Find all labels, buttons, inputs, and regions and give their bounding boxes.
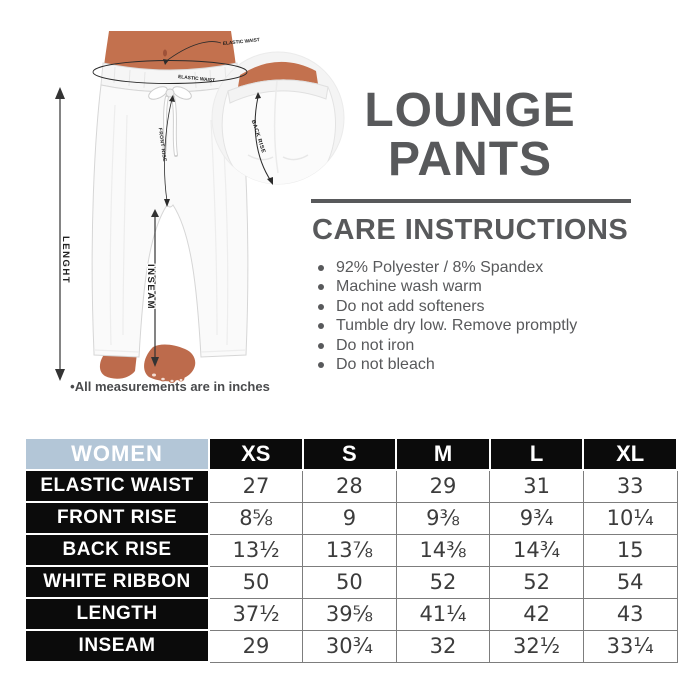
- table-row: [25, 630, 677, 662]
- value-cell: 13½: [209, 534, 303, 566]
- value-cell: 31: [490, 470, 584, 502]
- care-item-text: 92% Polyester / 8% Spandex: [336, 258, 544, 276]
- size-chart-body: [25, 470, 677, 662]
- value-cell: 54: [583, 566, 677, 598]
- value-cell: 33: [583, 470, 677, 502]
- value-cell: 28: [303, 470, 397, 502]
- value-cell: 37½: [209, 598, 303, 630]
- product-title-line1: LOUNGE: [364, 84, 576, 137]
- value-cell: 52: [490, 566, 584, 598]
- women-header-cell: WOMEN: [25, 438, 209, 470]
- size-header-cell: XS: [209, 438, 303, 470]
- value-cell: 10¼: [583, 502, 677, 534]
- size-header-cell: S: [303, 438, 397, 470]
- pants-measurement-diagram: [15, 5, 350, 405]
- row-label-cell: INSEAM: [25, 630, 209, 662]
- size-header-cell: XL: [583, 438, 677, 470]
- value-cell: 14⅜: [396, 534, 490, 566]
- value-cell: 29: [396, 470, 490, 502]
- value-cell: 50: [209, 566, 303, 598]
- size-chart-table: [24, 437, 678, 663]
- value-cell: 50: [303, 566, 397, 598]
- value-cell: 9: [303, 502, 397, 534]
- row-label-cell: BACK RISE: [25, 534, 209, 566]
- row-label-cell: WHITE RIBBON: [25, 566, 209, 598]
- value-cell: 27: [209, 470, 303, 502]
- care-list: [318, 258, 678, 375]
- care-item: [318, 317, 678, 337]
- care-item-text: Machine wash warm: [336, 278, 482, 296]
- row-label-cell: LENGTH: [25, 598, 209, 630]
- elastic-waist-band-label: ELASTIC WAIST: [177, 75, 216, 84]
- value-cell: 32: [396, 630, 490, 662]
- bullet-icon: [318, 343, 324, 349]
- value-cell: 30¾: [303, 630, 397, 662]
- size-header-cell: L: [490, 438, 584, 470]
- right-foot: [144, 345, 195, 383]
- value-cell: 52: [396, 566, 490, 598]
- care-item: [318, 356, 678, 376]
- size-header-cell: M: [396, 438, 490, 470]
- value-cell: 33¼: [583, 630, 677, 662]
- value-cell: 13⅞: [303, 534, 397, 566]
- value-cell: 15: [583, 534, 677, 566]
- front-rise-label: FRONT RISE: [156, 127, 168, 163]
- row-label-cell: FRONT RISE: [25, 502, 209, 534]
- bullet-icon: [318, 304, 324, 310]
- care-item-text: Do not bleach: [336, 356, 435, 374]
- care-item: [318, 258, 678, 278]
- table-header-row: [25, 438, 677, 470]
- care-instructions-heading: CARE INSTRUCTIONS: [312, 214, 629, 246]
- value-cell: 41¼: [396, 598, 490, 630]
- table-row: [25, 598, 677, 630]
- table-row: [25, 502, 677, 534]
- care-item: [318, 297, 678, 317]
- table-row: [25, 534, 677, 566]
- value-cell: 14¾: [490, 534, 584, 566]
- care-item-text: Do not add softeners: [336, 297, 485, 315]
- table-row: [25, 566, 677, 598]
- row-label-cell: ELASTIC WAIST: [25, 470, 209, 502]
- inseam-label: INSEAM: [145, 264, 156, 310]
- elastic-waist-top-label: ELASTIC WAIST: [222, 38, 261, 47]
- care-item: [318, 336, 678, 356]
- value-cell: 8⅝: [209, 502, 303, 534]
- value-cell: 32½: [490, 630, 584, 662]
- bullet-icon: [318, 362, 324, 368]
- size-chart-header: [25, 438, 677, 470]
- value-cell: 43: [583, 598, 677, 630]
- value-cell: 42: [490, 598, 584, 630]
- table-row: [25, 470, 677, 502]
- bullet-icon: [318, 323, 324, 329]
- value-cell: 29: [209, 630, 303, 662]
- value-cell: 9⅜: [396, 502, 490, 534]
- length-label: LENGHT: [60, 235, 71, 285]
- bullet-icon: [318, 284, 324, 290]
- product-title: [308, 86, 632, 184]
- navel: [163, 50, 167, 57]
- title-divider: [311, 199, 631, 203]
- value-cell: 39⅝: [303, 598, 397, 630]
- length-measure: [55, 87, 71, 381]
- measurements-note: •All measurements are in inches: [70, 379, 270, 394]
- care-item-text: Tumble dry low. Remove promptly: [336, 317, 578, 335]
- product-title-line2: PANTS: [387, 133, 553, 186]
- value-cell: 9¾: [490, 502, 584, 534]
- care-item: [318, 278, 678, 298]
- care-item-text: Do not iron: [336, 336, 415, 354]
- bullet-icon: [318, 265, 324, 271]
- back-rise-label: BACK RISE: [249, 119, 267, 155]
